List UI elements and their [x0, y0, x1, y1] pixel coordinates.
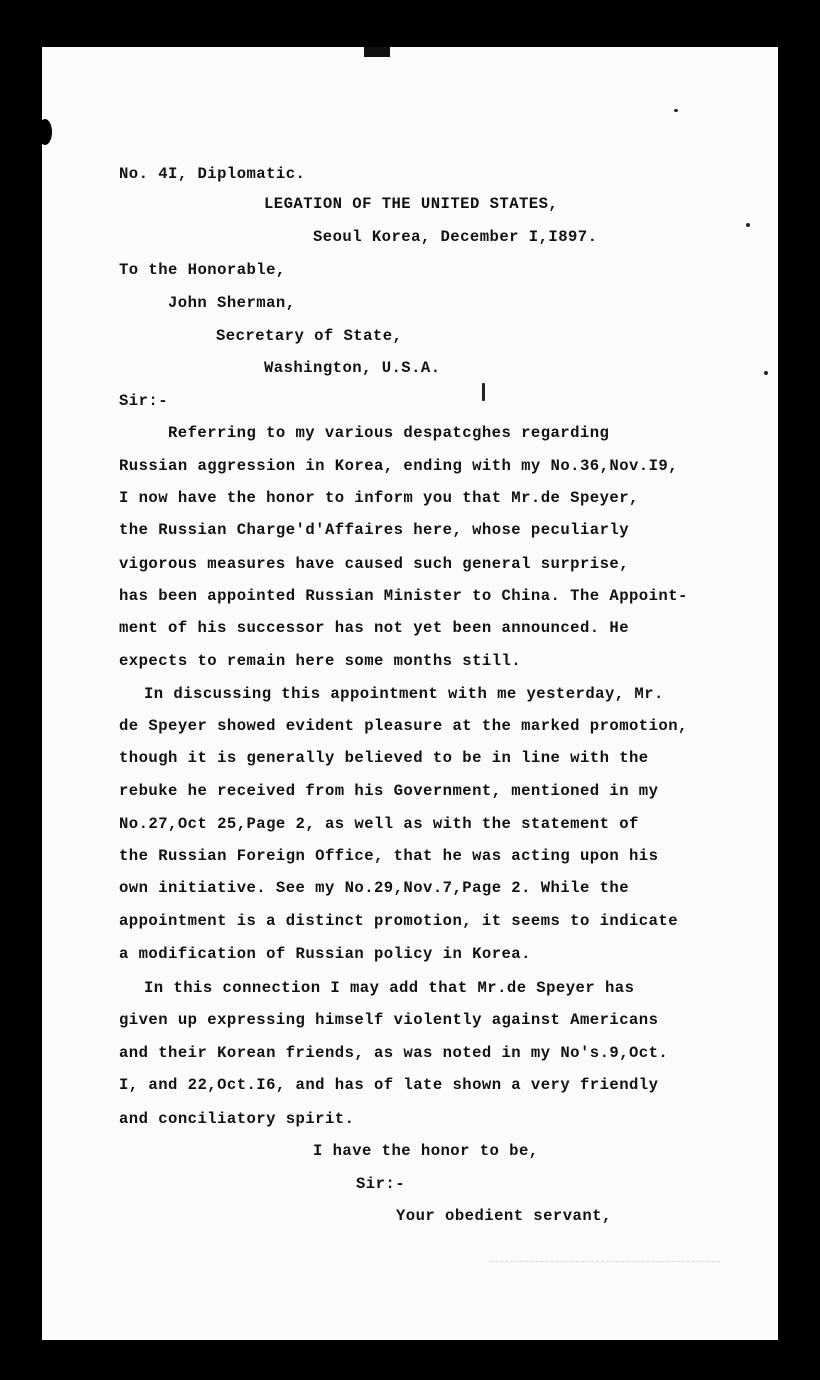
ink-speck: [482, 383, 485, 401]
paragraph-3-line: In this connection I may add that Mr.de Speyer has: [144, 979, 635, 997]
paragraph-2-line: appointment is a distinct promotion, it seems to indicate: [119, 912, 679, 930]
paragraph-2-line: de Speyer showed evident pleasure at the marked promotion,: [119, 717, 688, 735]
paragraph-2-line: though it is generally believed to be in line with the: [119, 749, 649, 767]
faint-signature: [490, 1243, 720, 1262]
paragraph-2-line: rebuke he received from his Government, mentioned in my: [119, 782, 659, 800]
paragraph-1-line: Referring to my various despatcghes regarding: [168, 424, 610, 442]
paragraph-2-line: In discussing this appointment with me yesterday, Mr.: [144, 685, 664, 703]
addressee-line: Secretary of State,: [216, 327, 403, 345]
addressee-line: John Sherman,: [168, 294, 296, 312]
legation-heading: LEGATION OF THE UNITED STATES,: [264, 195, 559, 213]
addressee-line: Washington, U.S.A.: [264, 359, 441, 377]
paragraph-1-line: ment of his successor has not yet been announced. He: [119, 619, 630, 637]
paragraph-1-line: I now have the honor to inform you that Mr.de Speyer,: [119, 489, 639, 507]
closing-line: I have the honor to be,: [313, 1142, 539, 1160]
paragraph-1-line: has been appointed Russian Minister to China. The Appoint-: [119, 587, 688, 605]
closing-line: Sir:-: [356, 1175, 406, 1193]
ink-speck: [764, 371, 768, 375]
paragraph-2-line: the Russian Foreign Office, that he was acting upon his: [119, 847, 659, 865]
paragraph-3-line: I, and 22,Oct.I6, and has of late shown a very friendly: [119, 1076, 659, 1094]
paragraph-3-line: and conciliatory spirit.: [119, 1110, 355, 1128]
paragraph-1-line: vigorous measures have caused such general surprise,: [119, 555, 630, 573]
paragraph-1-line: expects to remain here some months still.: [119, 652, 522, 670]
ink-speck: [746, 223, 750, 227]
paragraph-2-line: a modification of Russian policy in Korea.: [119, 945, 531, 963]
closing-line: Your obedient servant,: [396, 1207, 612, 1225]
paragraph-3-line: and their Korean friends, as was noted in my No's.9,Oct.: [119, 1044, 669, 1062]
paragraph-2-line: No.27,Oct 25,Page 2, as well as with the statement of: [119, 815, 639, 833]
paragraph-2-line: own initiative. See my No.29,Nov.7,Page 2. While the: [119, 879, 630, 897]
ink-speck: [674, 109, 678, 112]
place-and-date: Seoul Korea, December I,I897.: [313, 228, 598, 246]
salutation: Sir:-: [119, 392, 169, 410]
paragraph-1-line: Russian aggression in Korea, ending with my No.36,Nov.I9,: [119, 457, 679, 475]
binding-mark: [364, 47, 390, 57]
despatch-number: No. 4I, Diplomatic.: [119, 165, 306, 183]
letter-page: [42, 47, 778, 1340]
paragraph-3-line: given up expressing himself violently against Americans: [119, 1011, 659, 1029]
punch-hole-mark: [42, 119, 52, 145]
addressee-line: To the Honorable,: [119, 261, 286, 279]
paragraph-1-line: the Russian Charge'd'Affaires here, whose peculiarly: [119, 521, 630, 539]
